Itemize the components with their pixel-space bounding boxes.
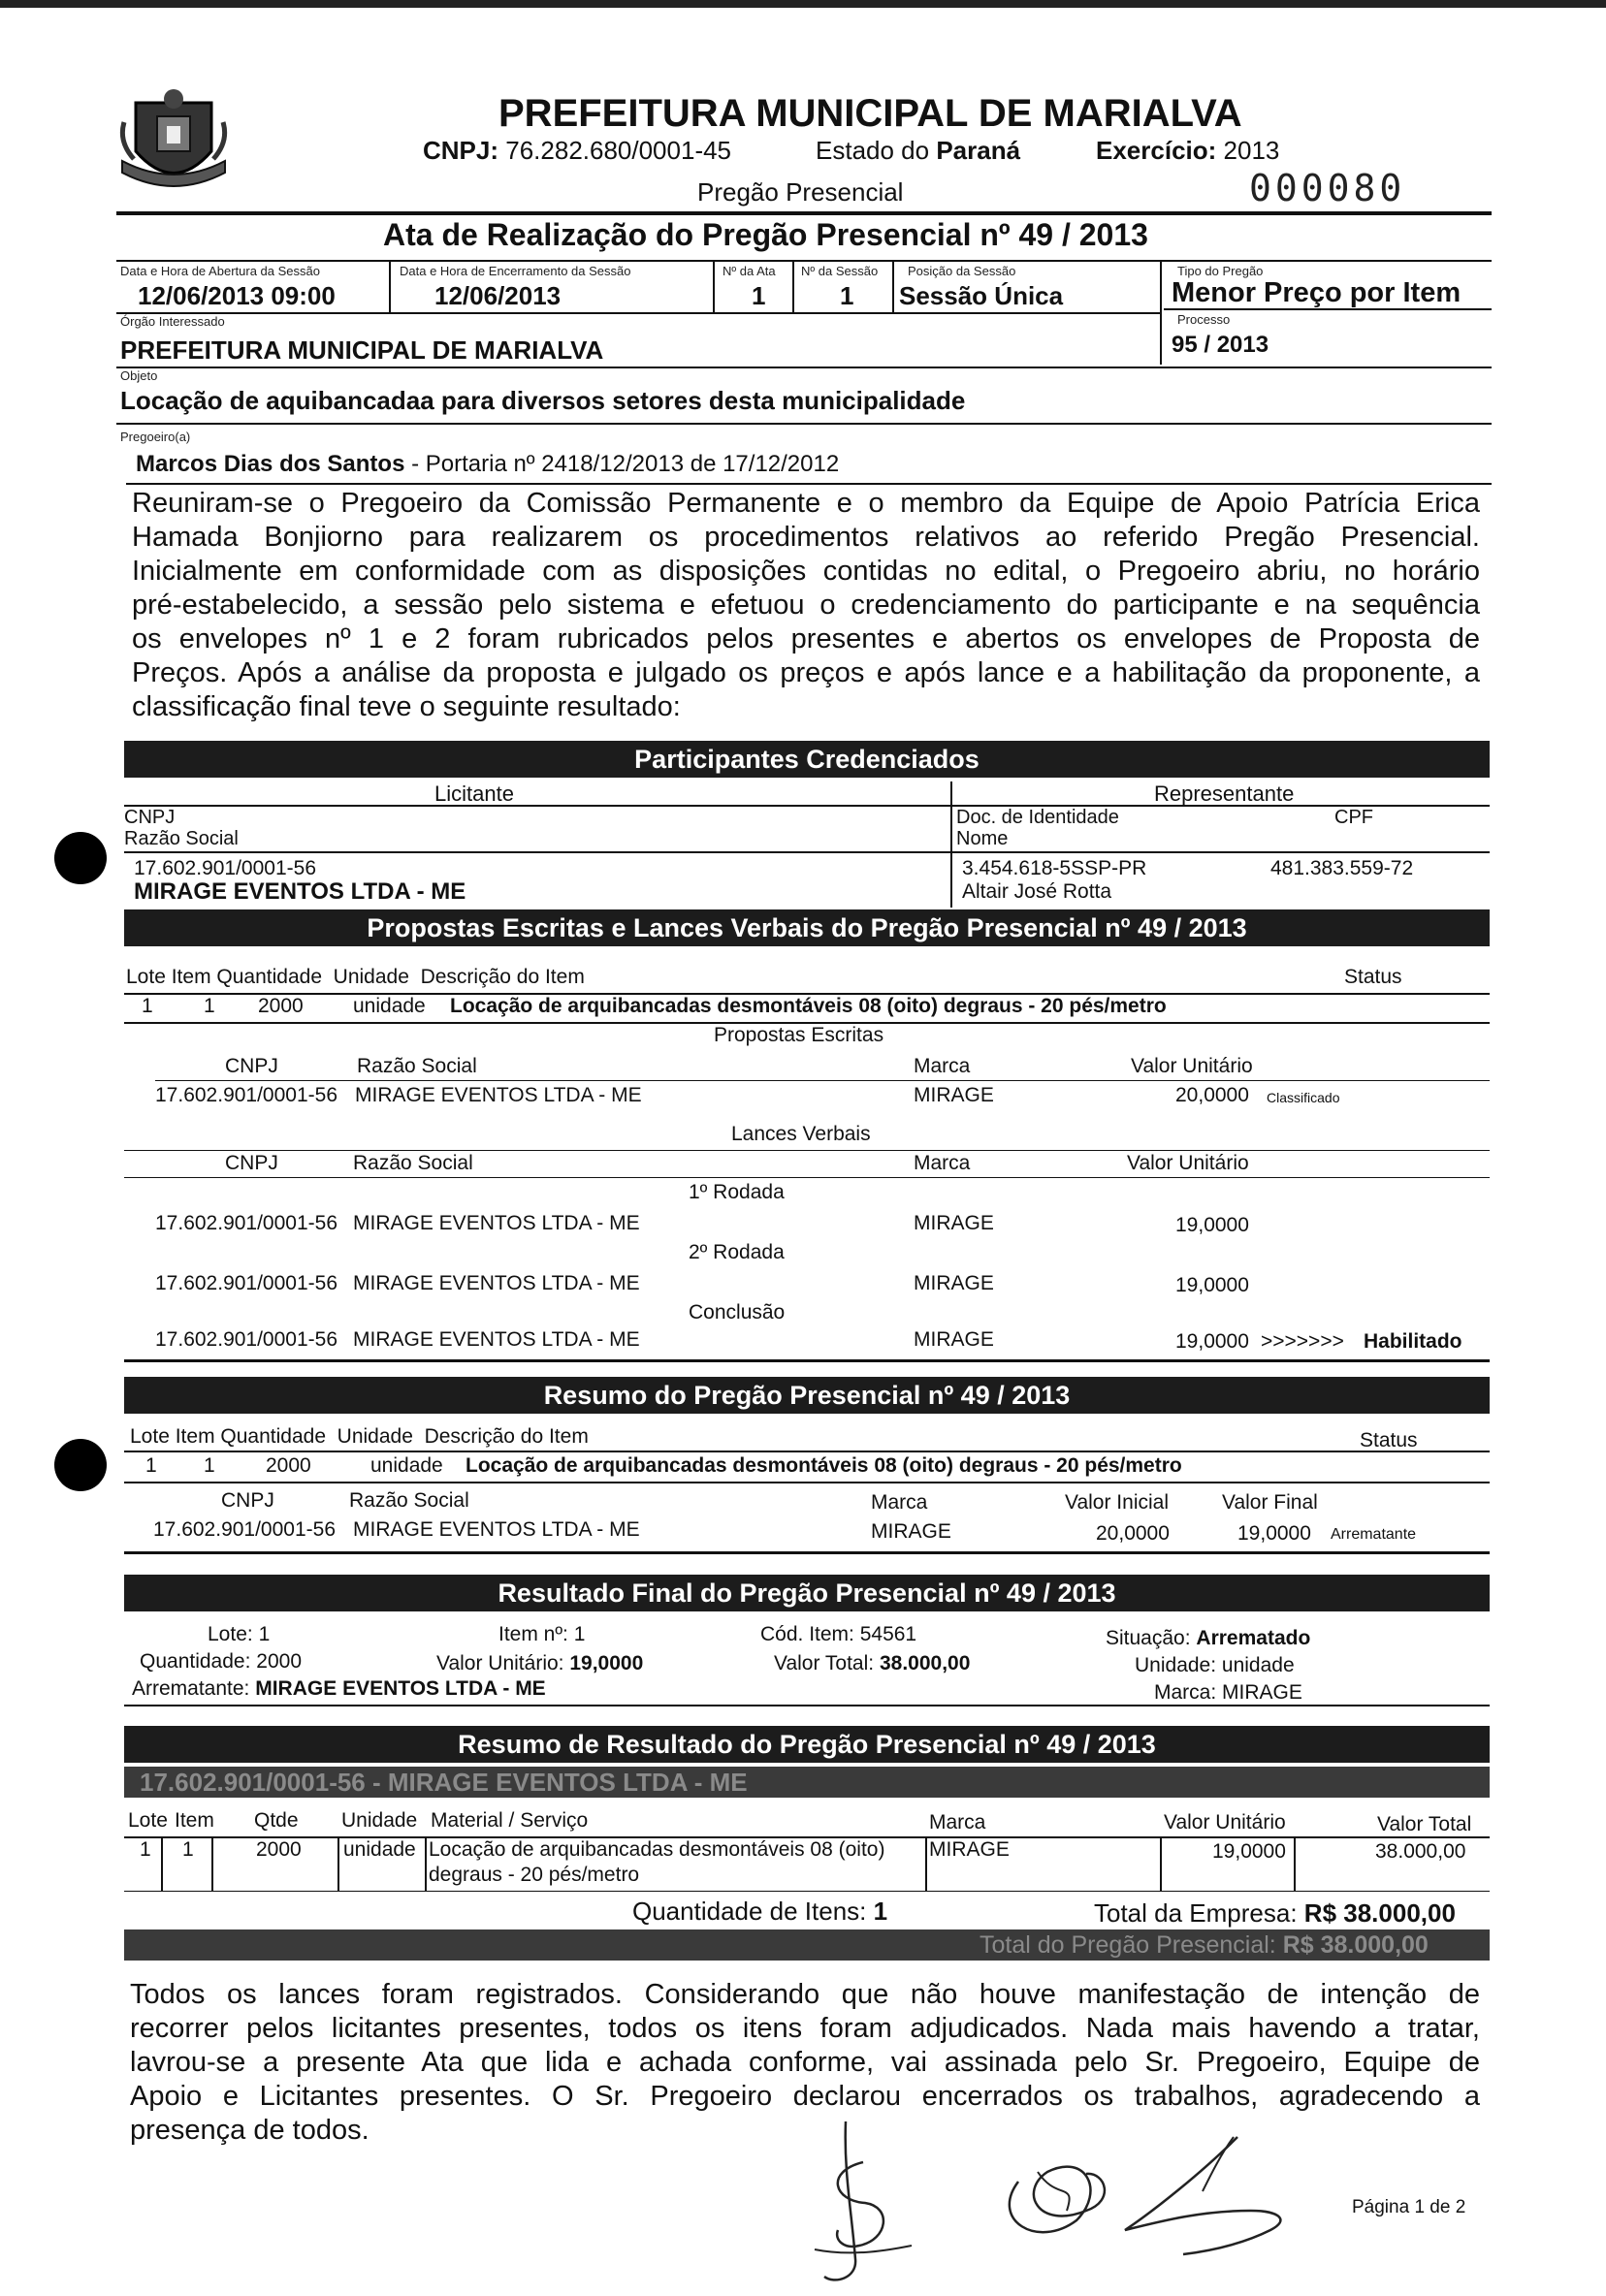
intro-line: Reuniram-se o Pregoeiro da Comissão Permanente e o membro da Equipe de Apoio Patrícia Erica: [132, 488, 1480, 519]
situacao-label: Situação:: [1106, 1627, 1191, 1649]
vtotal-value: 38.000,00: [879, 1652, 971, 1674]
intro-line: Hamada Bonjiorno para realizarem os procedimentos relativos ao referido Pregão Presencial.: [132, 522, 1480, 553]
participante-nome: Altair José Rotta: [962, 880, 1112, 903]
vunit-label: Valor Unitário:: [436, 1652, 564, 1674]
exercicio-value: 2013: [1223, 136, 1280, 165]
vunit-value: 19,0000: [569, 1652, 644, 1674]
total-empresa-value: R$ 38.000,00: [1303, 1898, 1456, 1928]
qtd-itens: [632, 1897, 887, 1927]
page-stamp: 000080: [1249, 167, 1406, 209]
session-rule: [116, 367, 1492, 368]
cell-divider: [161, 1836, 163, 1891]
processo-label: Processo: [1177, 312, 1231, 327]
col-valor: Valor Unitário: [1131, 1055, 1253, 1077]
closing-line: recorrer pelos licitantes presentes, todos os itens foram adjudicados. Nada mais havendo a tratar,: [130, 2013, 1480, 2044]
cell-divider: [925, 1836, 927, 1891]
h-item: Item: [175, 1809, 214, 1832]
participantes-bar: Participantes Credenciados: [124, 741, 1490, 778]
arrematante-label: Arrematante:: [132, 1677, 250, 1700]
propostas-rule: [124, 1359, 1490, 1362]
qtd-value: 2000: [256, 1650, 302, 1673]
unid-label: Unidade:: [1135, 1654, 1217, 1676]
resumo-marca: MIRAGE: [871, 1520, 951, 1543]
cell-divider: [337, 1836, 339, 1891]
ata-title: Ata de Realização do Pregão Presencial nº 49 / 2013: [383, 217, 1148, 252]
col-razao: Razão Social: [349, 1489, 469, 1512]
lance1-razao: MIRAGE EVENTOS LTDA - ME: [353, 1212, 640, 1234]
pregoeiro-line: [136, 451, 839, 478]
col-cnpj: CNPJ: [221, 1489, 274, 1512]
lances-label: Lances Verbais: [731, 1123, 871, 1145]
session-divider: [389, 262, 391, 312]
resumo-vinicial: 20,0000: [1096, 1522, 1170, 1545]
lance2-cnpj: 17.602.901/0001-56: [155, 1272, 338, 1294]
participantes-rule: [124, 851, 1490, 853]
h-marca: Marca: [929, 1811, 986, 1834]
pregoeiro-label: Pregoeiro(a): [120, 430, 191, 444]
cell-divider: [1160, 1836, 1162, 1891]
lote-label: Lote:: [208, 1623, 253, 1645]
participante-cpf: 481.383.559-72: [1270, 857, 1414, 879]
intro-paragraph: [132, 487, 1480, 724]
cell-divider: [211, 1836, 213, 1891]
resultado-situacao: [1106, 1627, 1310, 1650]
cod-label: Cód. Item:: [760, 1623, 854, 1645]
cnpj-label: CNPJ:: [423, 136, 499, 165]
participante-razao: MIRAGE EVENTOS LTDA - ME: [134, 878, 466, 905]
resultado-vtotal: [774, 1652, 970, 1675]
h-unidade: Unidade: [337, 1425, 413, 1448]
lance1-valor: 19,0000: [1175, 1214, 1249, 1236]
resumo-razao: MIRAGE EVENTOS LTDA - ME: [353, 1518, 640, 1541]
tipo-label: Tipo do Pregão: [1177, 264, 1264, 278]
scan-top-edge: [0, 0, 1606, 8]
resumo-rule: [124, 1451, 1490, 1452]
closing-line: presença de todos.: [130, 2115, 369, 2146]
closing-line: Todos os lances foram registrados. Considerando que não houve manifestação de intenção de: [130, 1979, 1480, 2010]
closing-line: lavrou-se a presente Ata que lida e achada conforme, vai assinada pelo Sr. Pregoeiro, Equipe de: [130, 2047, 1480, 2078]
resumo-desc: Locação de arquibancadas desmontáveis 08 (oito) degraus - 20 pés/metro: [466, 1454, 1182, 1477]
resumo-lote: 1: [145, 1454, 157, 1477]
cod-value: 54561: [859, 1623, 917, 1645]
posicao-value: Sessão Única: [899, 281, 1064, 310]
rr-vunit: 19,0000: [1212, 1840, 1286, 1863]
qtd-itens-label: Quantidade de Itens:: [632, 1897, 867, 1926]
rodada1-label: 1º Rodada: [689, 1181, 785, 1203]
resumo-vfinal: 19,0000: [1237, 1522, 1311, 1545]
session-rule: [116, 312, 1162, 314]
cnpj-col-label: CNPJ: [124, 807, 176, 828]
modalidade: Pregão Presencial: [697, 177, 904, 207]
rr-material-l2: degraus - 20 pés/metro: [429, 1864, 640, 1886]
coat-of-arms-logo: [116, 83, 231, 198]
rodada2-label: 2º Rodada: [689, 1241, 785, 1263]
lote-value: 1: [258, 1623, 271, 1645]
resultado-bar: Resultado Final do Pregão Presencial nº 49 / 2013: [124, 1575, 1490, 1611]
h-qtde: Qtde: [254, 1809, 299, 1832]
session-rule: [1164, 308, 1492, 310]
estado-label: Estado do: [816, 136, 930, 165]
encerramento-label: Data e Hora de Encerramento da Sessão: [400, 264, 631, 278]
intro-line: pré-estabelecido, a sessão pelo sistema e efetuou o credenciamento do participante e na sequência: [132, 590, 1480, 621]
posicao-label: Posição da Sessão: [908, 264, 1016, 278]
resultado-arrematante: [132, 1677, 546, 1701]
col-marca: Marca: [871, 1491, 928, 1514]
item-desc: Locação de arquibancadas desmontáveis 08 (oito) degraus - 20 pés/metro: [450, 995, 1167, 1017]
escrita-razao: MIRAGE EVENTOS LTDA - ME: [355, 1084, 642, 1106]
session-rule: [126, 483, 1492, 485]
conclusao-valor: 19,0000: [1175, 1330, 1249, 1353]
propostas-bar: Propostas Escritas e Lances Verbais do Pregão Presencial nº 49 / 2013: [124, 909, 1490, 946]
h-status: Status: [1360, 1429, 1418, 1451]
col-razao: Razão Social: [357, 1055, 477, 1077]
unid-value: unidade: [1221, 1654, 1295, 1676]
lance2-marca: MIRAGE: [914, 1272, 994, 1294]
marca-value: MIRAGE: [1222, 1681, 1302, 1704]
conclusao-razao: MIRAGE EVENTOS LTDA - ME: [353, 1328, 640, 1351]
resumo-bar: Resumo do Pregão Presencial nº 49 / 2013: [124, 1377, 1490, 1414]
session-divider: [892, 262, 894, 312]
pregoeiro-nome: Marcos Dias dos Santos: [136, 451, 405, 477]
col-valor: Valor Unitário: [1127, 1152, 1249, 1174]
num-sessao-value: 1: [840, 281, 854, 310]
num-ata-value: 1: [752, 281, 766, 310]
total-pregao-label: Total do Pregão Presencial:: [980, 1931, 1276, 1959]
processo-value: 95 / 2013: [1172, 332, 1269, 358]
col-marca: Marca: [914, 1055, 971, 1077]
session-divider: [713, 262, 715, 312]
lance2-razao: MIRAGE EVENTOS LTDA - ME: [353, 1272, 640, 1294]
resumo-item: 1: [204, 1454, 215, 1477]
rr-marca: MIRAGE: [929, 1838, 1010, 1861]
resultado-cod: [760, 1623, 916, 1646]
escrita-status: Classificado: [1267, 1090, 1340, 1105]
total-empresa: [1094, 1898, 1456, 1929]
intro-line: Preços. Após a análise da proposta e julgado os preços e após lance e a habilitação da proponente, a: [132, 657, 1480, 688]
resumo-cnpj: 17.602.901/0001-56: [153, 1518, 337, 1541]
situacao-value: Arrematado: [1196, 1627, 1311, 1649]
h-unidade: Unidade: [341, 1809, 418, 1832]
resultado-lote: [208, 1623, 270, 1646]
item-value: 1: [573, 1623, 586, 1645]
propostas-header: [126, 966, 585, 989]
rr-material-l1: Locação de arquibancadas desmontáveis 08 (oito): [429, 1838, 885, 1861]
col-vfinal: Valor Final: [1222, 1491, 1318, 1514]
h-quantidade: Quantidade: [220, 1425, 326, 1448]
h-lote: Lote: [128, 1809, 168, 1832]
resumo-rule: [124, 1482, 1490, 1483]
orgao-value: PREFEITURA MUNICIPAL DE MARIALVA: [120, 335, 604, 365]
participante-cnpj: 17.602.901/0001-56: [134, 857, 317, 879]
escritas-label: Propostas Escritas: [714, 1024, 884, 1046]
propostas-rule: [124, 1150, 1490, 1151]
estado-line: [816, 136, 1020, 166]
session-rule: [116, 423, 1492, 425]
h-item: Item: [175, 1425, 215, 1448]
intro-line: os envelopes nº 1 e 2 foram rubricados pelos presentes e abertos os envelopes de Proposta de: [132, 623, 1480, 654]
header-rule: [116, 211, 1492, 215]
intro-line: classificação final teve o seguinte resultado:: [132, 691, 681, 722]
rr-qtde: 2000: [256, 1838, 302, 1861]
h-descricao: Descrição do Item: [424, 1425, 589, 1448]
session-divider: [792, 262, 794, 312]
licitante-label: Licitante: [434, 781, 514, 806]
conclusao-status: Habilitado: [1364, 1330, 1462, 1353]
item-item: 1: [204, 995, 215, 1017]
page-title: PREFEITURA MUNICIPAL DE MARIALVA: [498, 92, 1242, 135]
resumo-resultado-rule: [124, 1891, 1490, 1892]
nome-col-label: Nome: [956, 828, 1009, 849]
lance2-valor: 19,0000: [1175, 1274, 1249, 1296]
objeto-label: Objeto: [120, 368, 158, 383]
session-divider: [1160, 310, 1162, 365]
h-unidade: Unidade: [333, 966, 409, 988]
representante-label: Representante: [1154, 781, 1295, 806]
exercicio-line: [1096, 136, 1279, 166]
resumo-status: Arrematante: [1331, 1526, 1417, 1543]
empresa-bar: 17.602.901/0001-56 - MIRAGE EVENTOS LTDA - ME: [124, 1767, 1490, 1798]
h-material: Material / Serviço: [431, 1809, 589, 1832]
col-vinicial: Valor Inicial: [1065, 1491, 1169, 1514]
estado-value: Paraná: [936, 136, 1021, 165]
abertura-value: 12/06/2013 09:00: [138, 281, 336, 310]
page-number: Página 1 de 2: [1352, 2197, 1466, 2217]
marca-label: Marca:: [1154, 1681, 1217, 1704]
resultado-unid: [1135, 1654, 1295, 1677]
participantes-rule: [124, 805, 1490, 807]
qtd-label: Quantidade:: [140, 1650, 251, 1673]
rr-vtotal: 38.000,00: [1375, 1840, 1466, 1863]
item-lote: 1: [142, 995, 153, 1017]
resumo-rule: [124, 1551, 1490, 1554]
item-qtd: 2000: [258, 995, 304, 1017]
escrita-cnpj: 17.602.901/0001-56: [155, 1084, 338, 1106]
lance1-marca: MIRAGE: [914, 1212, 994, 1234]
resultado-rule: [124, 1705, 1490, 1706]
doc-col-label: Doc. de Identidade: [956, 807, 1119, 828]
qtd-itens-value: 1: [873, 1897, 888, 1926]
arrematante-value: MIRAGE EVENTOS LTDA - ME: [255, 1677, 546, 1700]
resultado-item: [498, 1623, 585, 1646]
punch-hole: [54, 832, 107, 884]
session-divider: [1160, 262, 1162, 312]
escrita-marca: MIRAGE: [914, 1084, 994, 1106]
resumo-resultado-bar: Resumo de Resultado do Pregão Presencial nº 49 / 2013: [124, 1726, 1490, 1763]
resultado-vunit: [436, 1652, 643, 1675]
total-pregao-value: R$ 38.000,00: [1282, 1931, 1429, 1959]
rr-lote: 1: [140, 1838, 151, 1861]
cell-divider: [425, 1836, 427, 1891]
h-descricao: Descrição do Item: [420, 966, 585, 988]
escrita-valor: 20,0000: [1175, 1084, 1249, 1106]
col-cnpj: CNPJ: [225, 1152, 278, 1174]
propostas-rule: [124, 1177, 1490, 1178]
h-item: Item: [171, 966, 211, 988]
cnpj-value: 76.282.680/0001-45: [505, 136, 732, 165]
vtotal-label: Valor Total:: [774, 1652, 875, 1674]
col-marca: Marca: [914, 1152, 971, 1174]
cell-divider: [1294, 1836, 1296, 1891]
cpf-col-label: CPF: [1334, 807, 1373, 828]
resultado-marca: [1154, 1681, 1302, 1705]
item-label: Item nº:: [498, 1623, 568, 1645]
h-status: Status: [1344, 966, 1402, 988]
orgao-label: Órgão Interessado: [120, 314, 225, 329]
participantes-divider: [950, 781, 952, 908]
closing-line: Apoio e Licitantes presentes. O Sr. Pregoeiro declarou encerrados os trabalhos, agradecendo a: [130, 2081, 1480, 2112]
cnpj-line: [423, 136, 731, 166]
objeto-value: Locação de aquibancadaa para diversos setores desta municipalidade: [120, 386, 966, 415]
resumo-header: [130, 1425, 589, 1449]
h-vunit: Valor Unitário: [1164, 1811, 1286, 1834]
pregoeiro-portaria: - Portaria nº 2418/12/2013 de 17/12/2012: [404, 451, 840, 477]
conclusao-marca: MIRAGE: [914, 1328, 994, 1351]
rr-item: 1: [182, 1838, 194, 1861]
tipo-value: Menor Preço por Item: [1172, 277, 1461, 308]
rr-unid: unidade: [343, 1838, 416, 1861]
col-cnpj: CNPJ: [225, 1055, 278, 1077]
h-lote: Lote: [130, 1425, 170, 1448]
conclusao-label: Conclusão: [689, 1301, 786, 1323]
intro-line: Inicialmente em conformidade com as disposições contidas no edital, o Pregoeiro abriu, no horário: [132, 556, 1480, 587]
signature-scribble: [795, 2114, 1377, 2288]
resumo-qtd: 2000: [266, 1454, 311, 1477]
conclusao-cnpj: 17.602.901/0001-56: [155, 1328, 338, 1351]
resumo-unid: unidade: [370, 1454, 443, 1477]
col-razao: Razão Social: [353, 1152, 473, 1174]
participante-doc: 3.454.618-5SSP-PR: [962, 857, 1147, 879]
num-sessao-label: Nº da Sessão: [801, 264, 879, 278]
abertura-label: Data e Hora de Abertura da Sessão: [120, 264, 320, 278]
encerramento-value: 12/06/2013: [434, 281, 562, 310]
propostas-rule: [155, 1080, 1490, 1081]
razao-col-label: Razão Social: [124, 828, 239, 849]
exercicio-label: Exercício:: [1096, 136, 1217, 165]
h-vtotal: Valor Total: [1377, 1813, 1472, 1835]
punch-hole: [54, 1439, 107, 1491]
conclusao-arrows: >>>>>>>: [1261, 1330, 1344, 1353]
lance1-cnpj: 17.602.901/0001-56: [155, 1212, 338, 1234]
resultado-qtd: [140, 1650, 302, 1674]
item-unid: unidade: [353, 995, 426, 1017]
total-empresa-label: Total da Empresa:: [1094, 1898, 1298, 1928]
h-quantidade: Quantidade: [216, 966, 322, 988]
total-pregao: [980, 1929, 1429, 1961]
num-ata-label: Nº da Ata: [723, 264, 776, 278]
session-top-rule: [116, 260, 1492, 262]
h-lote: Lote: [126, 966, 166, 988]
